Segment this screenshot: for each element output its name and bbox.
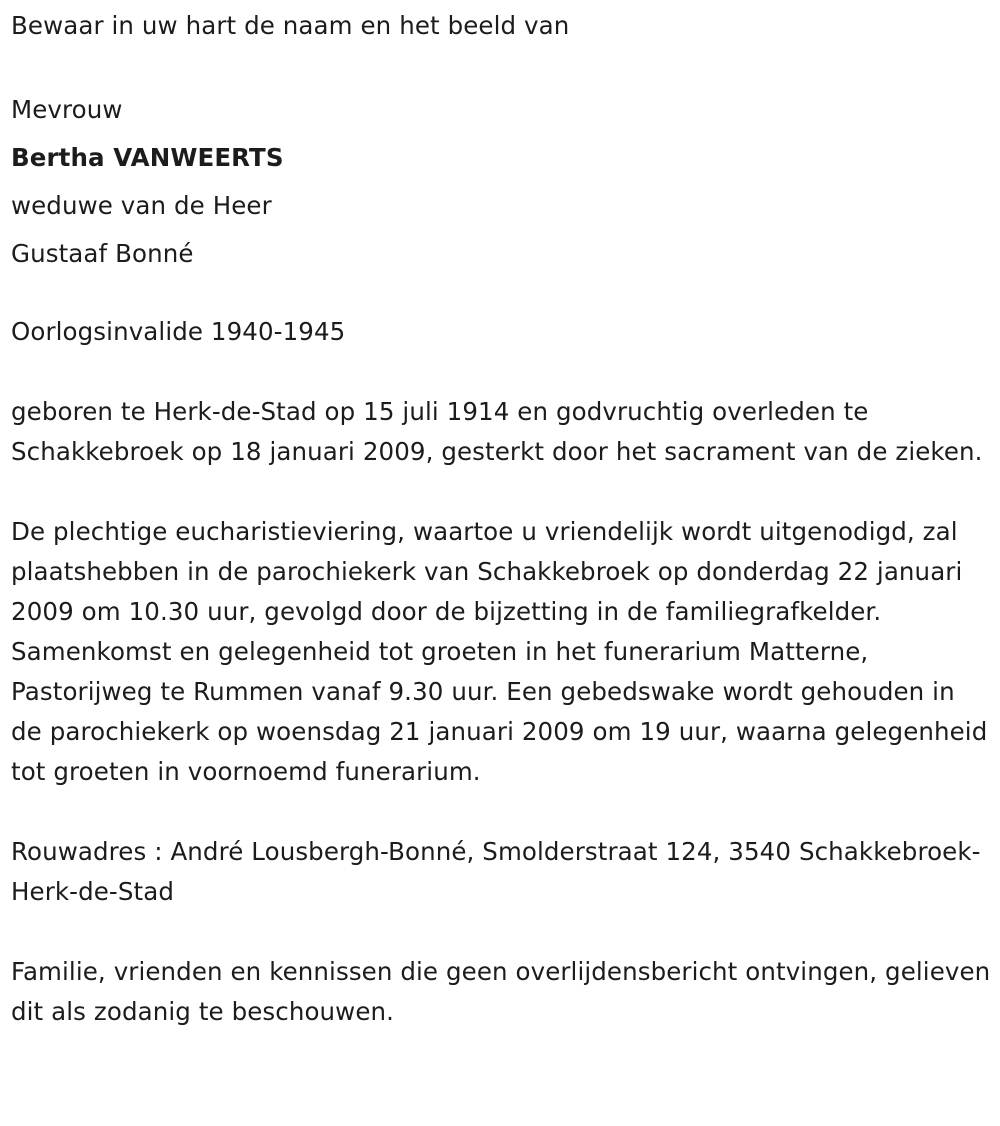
birth-death-paragraph: geboren te Herk-de-Stad op 15 juli 1914 en godvruchtig overleden te Schakkebroek op 18 januari 2009, gesterkt door het sacrament van de zieken. <box>11 397 983 466</box>
relation-line-1: weduwe van de Heer <box>11 191 272 220</box>
intro-line: Bewaar in uw hart de naam en het beeld van <box>11 11 570 40</box>
ceremony-paragraph: De plechtige eucharistieviering, waartoe u vriendelijk wordt uitgenodigd, zal plaatshebben in de parochiekerk van Schakkebroek op donderdag 22 januari 2009 om 10.30 uur, gevolgd door de bijzetting in de familiegrafkelder. Samenkomst en gelegenheid tot groeten in het funerarium Matterne, Pastorijweg te Rummen vanaf 9.30 uur. Een gebedswake wordt gehouden in de parochiekerk op woensdag 21 januari 2009 om 19 uur, waarna gelegenheid tot groeten in voornoemd funerarium. <box>11 517 988 786</box>
distinction-line: Oorlogsinvalide 1940-1945 <box>11 317 346 346</box>
title-line: Mevrouw <box>11 95 123 124</box>
obituary-document <box>11 6 991 1032</box>
closing-paragraph: Familie, vrienden en kennissen die geen overlijdensbericht ontvingen, gelieven dit als zodanig te beschouwen. <box>11 957 991 1026</box>
deceased-block <box>11 86 991 278</box>
relation-line-2: Gustaaf Bonné <box>11 239 194 268</box>
deceased-name: Bertha VANWEERTS <box>11 143 284 172</box>
address-paragraph: Rouwadres : André Lousbergh-Bonné, Smolderstraat 124, 3540 Schakkebroek-Herk-de-Stad <box>11 837 981 906</box>
